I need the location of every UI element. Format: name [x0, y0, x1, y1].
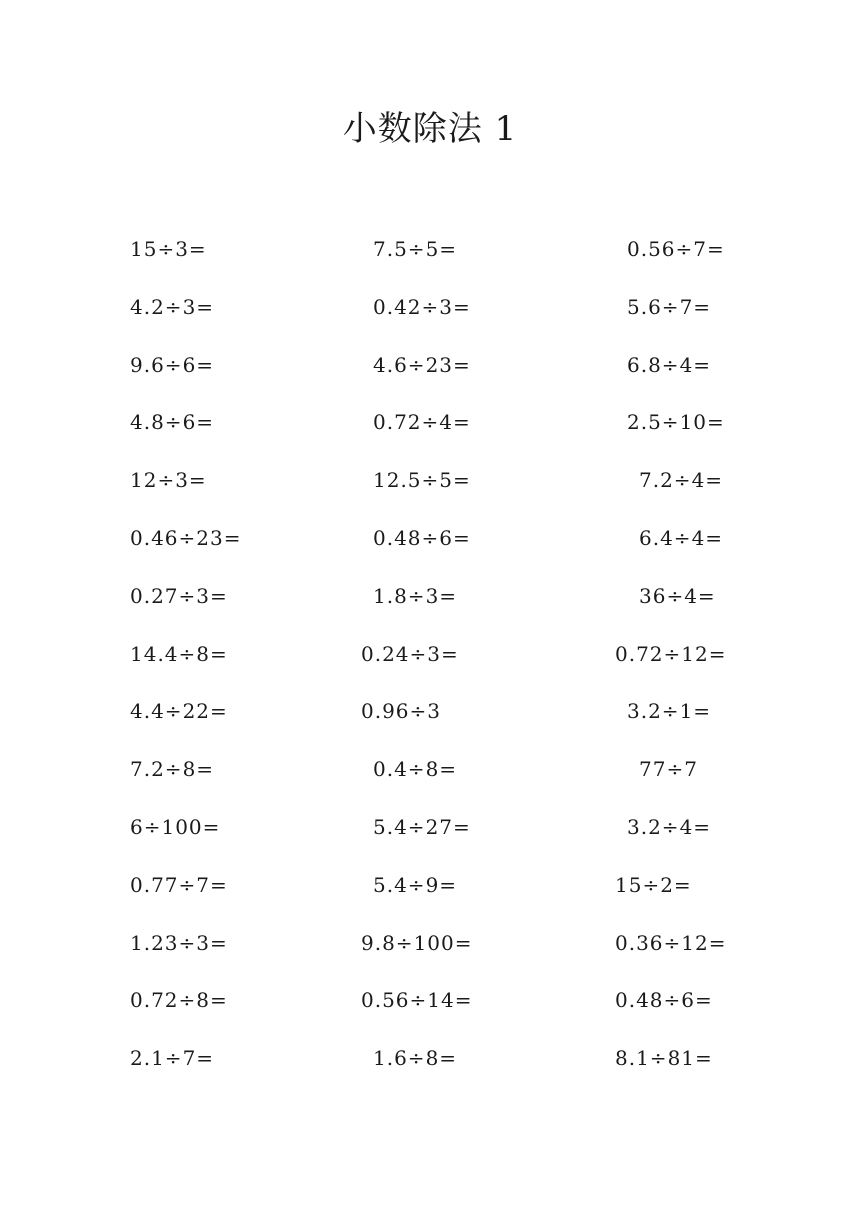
problem-item: 0.42÷3=	[373, 294, 471, 319]
problem-item: 5.4÷27=	[373, 815, 471, 839]
problem-item: 4.6÷23=	[373, 352, 471, 377]
problem-item: 77÷7	[639, 757, 698, 782]
problem-item: 12.5÷5=	[373, 468, 471, 493]
problem-item: 0.48÷6=	[373, 526, 471, 550]
problem-item: 6.8÷4=	[627, 352, 712, 377]
problem-item: 7.2÷8=	[130, 757, 215, 782]
problem-item: 0.36÷12=	[615, 930, 727, 955]
problem-item: 2.1÷7=	[130, 1046, 215, 1071]
problem-item: 0.77÷7=	[130, 872, 228, 897]
problem-item: 0.27÷3=	[130, 583, 228, 608]
problem-item: 0.56÷7=	[627, 237, 725, 261]
problem-item: 6.4÷4=	[639, 526, 724, 550]
problem-item: 1.8÷3=	[373, 583, 458, 608]
problem-item: 15÷2=	[615, 872, 692, 897]
problem-item: 4.4÷22=	[130, 699, 228, 724]
problem-item: 3.2÷1=	[627, 699, 712, 724]
problem-item: 9.8÷100=	[361, 930, 473, 955]
problem-item: 0.4÷8=	[373, 757, 458, 782]
problem-item: 4.2÷3=	[130, 294, 215, 319]
problem-item: 12÷3=	[130, 468, 207, 493]
problem-item: 1.6÷8=	[373, 1046, 458, 1071]
problem-item: 2.5÷10=	[627, 410, 725, 435]
problem-item: 15÷3=	[130, 237, 207, 261]
problem-item: 4.8÷6=	[130, 410, 215, 435]
problem-item: 0.46÷23=	[130, 526, 242, 550]
problem-item: 0.56÷14=	[361, 988, 473, 1013]
problem-item: 0.72÷4=	[373, 410, 471, 435]
problem-item: 7.2÷4=	[639, 468, 724, 493]
problem-item: 9.6÷6=	[130, 352, 215, 377]
problem-item: 0.72÷8=	[130, 988, 228, 1013]
problem-item: 0.48÷6=	[615, 988, 713, 1013]
problem-item: 1.23÷3=	[130, 930, 228, 955]
problem-item: 8.1÷81=	[615, 1046, 713, 1071]
problem-item: 5.6÷7=	[627, 294, 712, 319]
problem-item: 7.5÷5=	[373, 237, 458, 261]
problem-item: 0.24÷3=	[361, 641, 459, 666]
problem-item: 36÷4=	[639, 583, 716, 608]
problem-item: 3.2÷4=	[627, 815, 712, 839]
problem-item: 6÷100=	[130, 815, 221, 839]
problem-item: 5.4÷9=	[373, 872, 458, 897]
page-title: 小数除法 1	[342, 109, 518, 149]
problem-item: 0.96÷3	[361, 699, 442, 724]
problem-item: 14.4÷8=	[130, 641, 228, 666]
problem-item: 0.72÷12=	[615, 641, 727, 666]
